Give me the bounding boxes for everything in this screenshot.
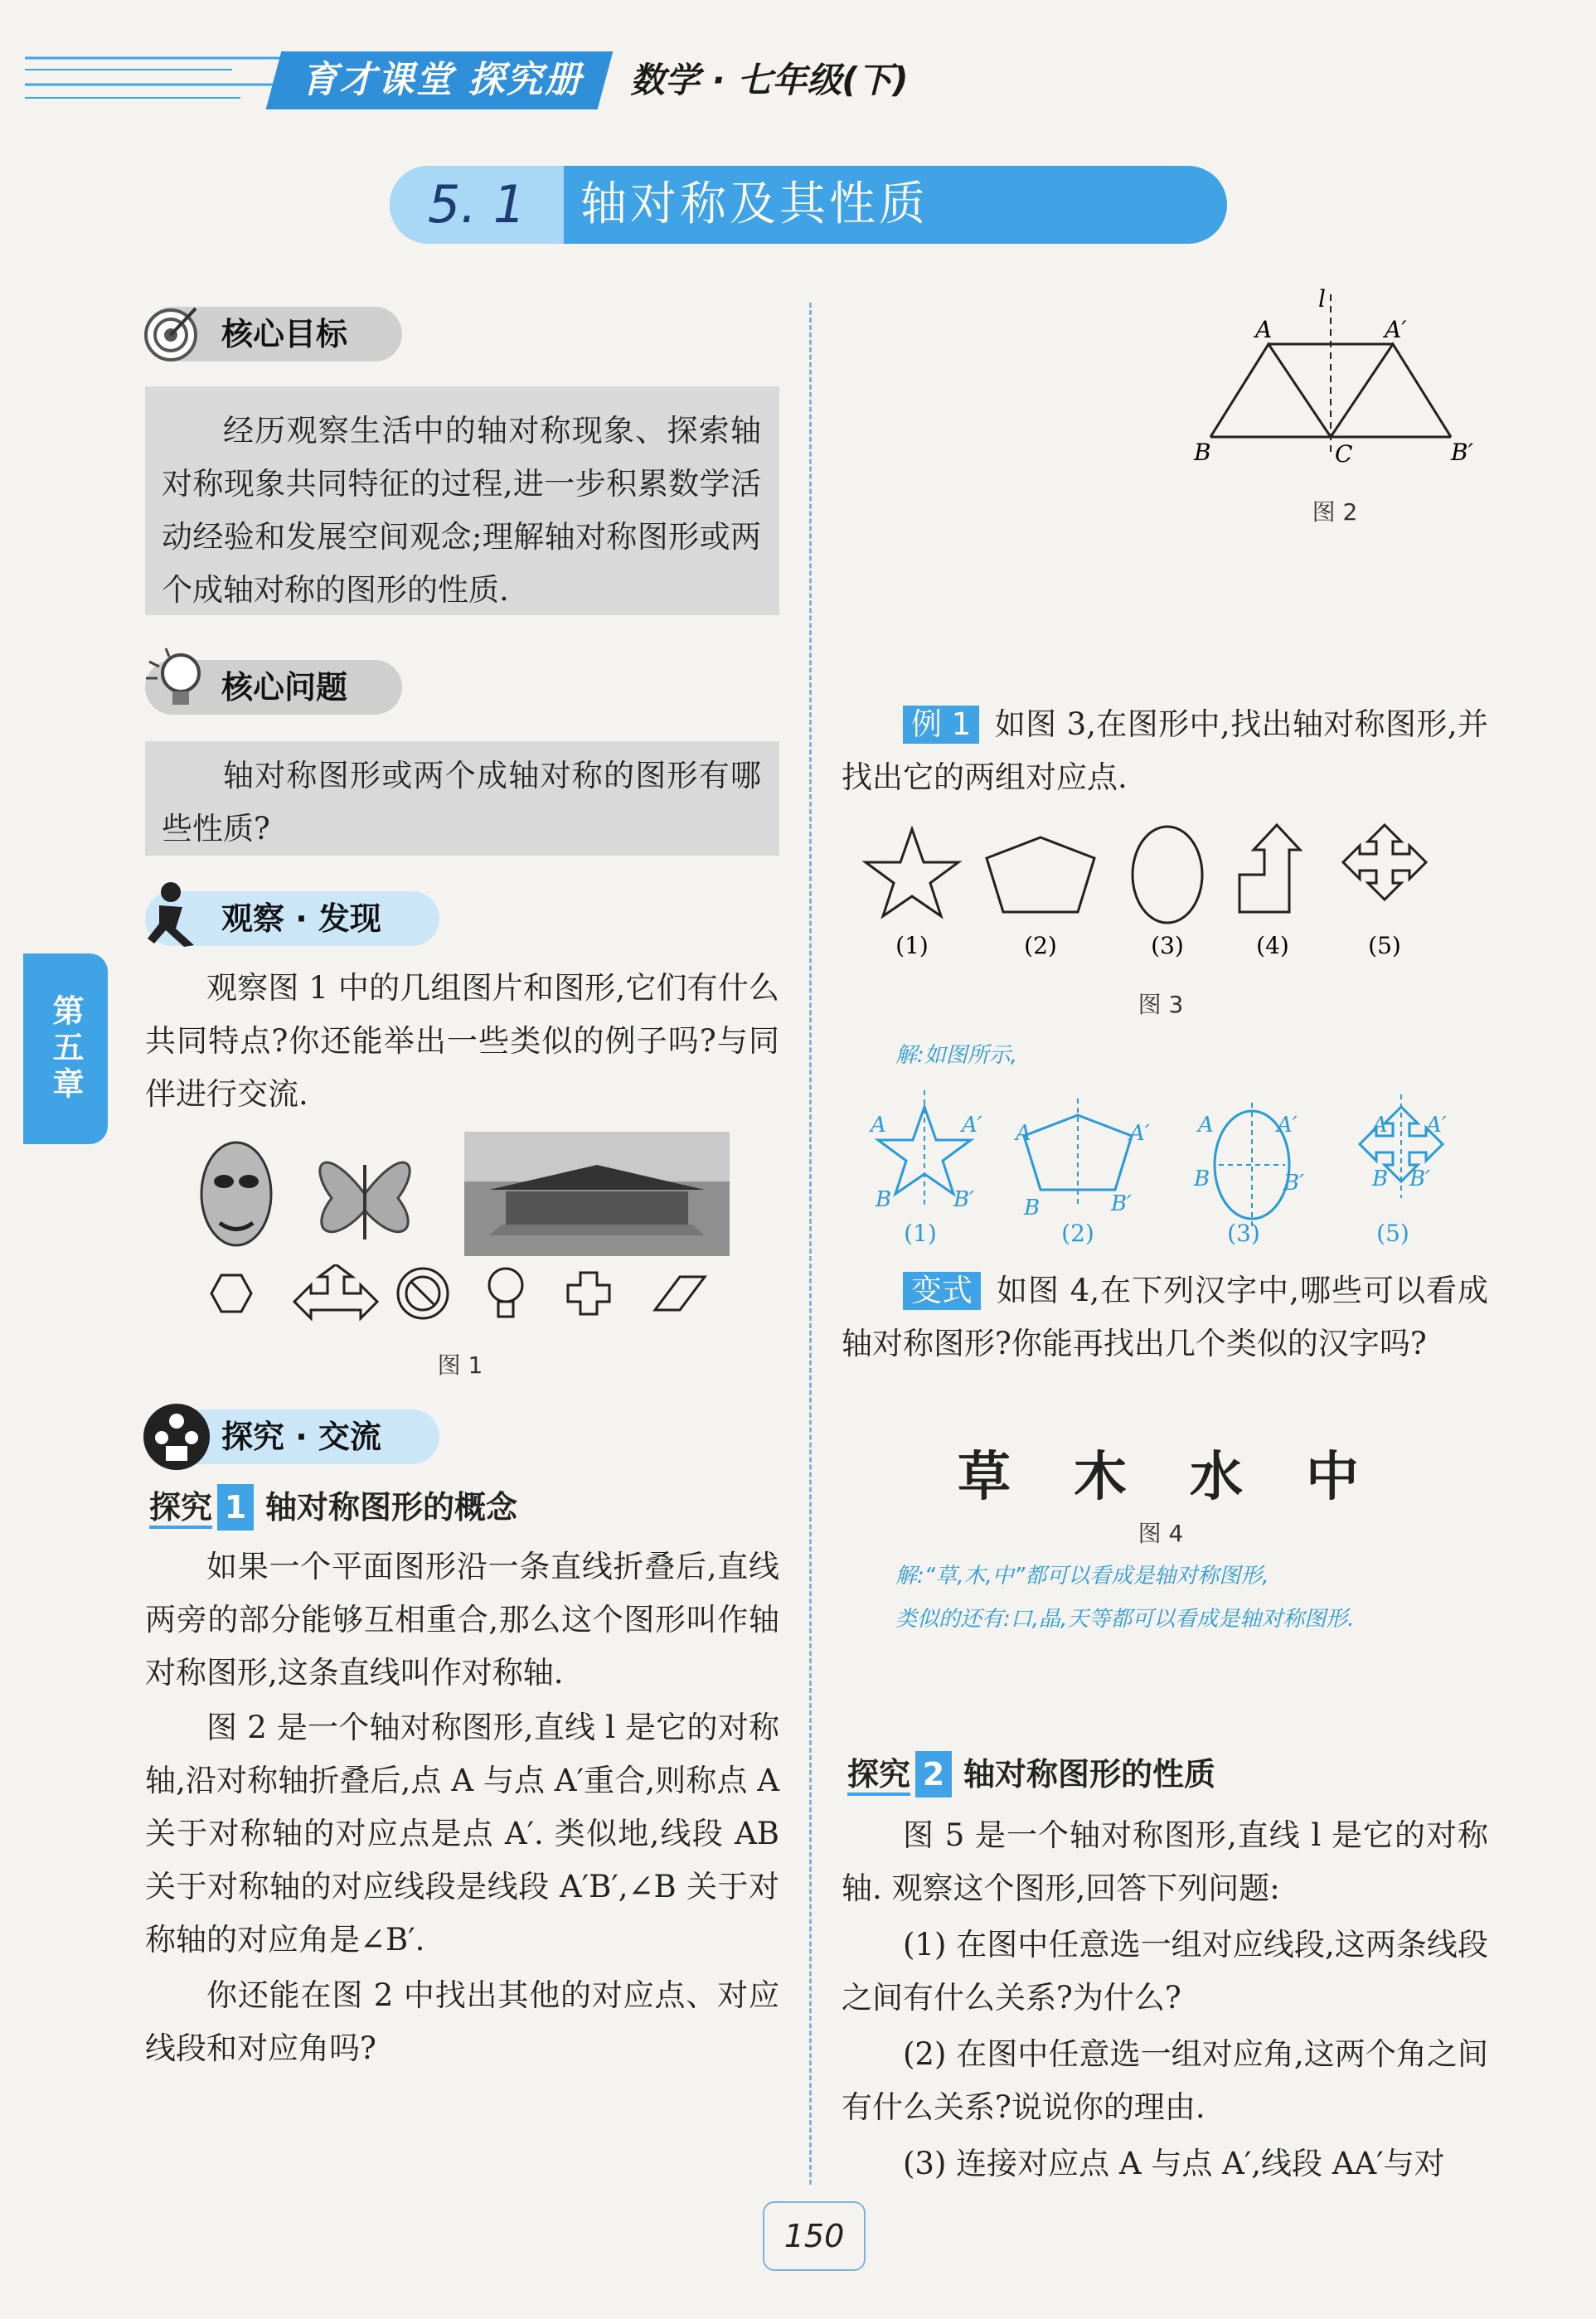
core-goal-text: 经历观察生活中的轴对称现象、探索轴对称现象共同特征的过程,进一步积累数学活动经验和发展空间观念;理解轴对称图形或两个成轴对称的图形的性质. xyxy=(145,386,779,615)
ans5-B2: B′ xyxy=(1409,1167,1431,1191)
variant-char-4: 中 xyxy=(1306,1447,1359,1508)
ans5-A2: A′ xyxy=(1426,1113,1447,1138)
figure1-shapes xyxy=(203,1264,717,1322)
ans1-B: B xyxy=(876,1187,892,1212)
core-question-text: 轴对称图形或两个成轴对称的图形有哪些性质? xyxy=(145,741,779,856)
explore1-figure2-description: 图 2 是一个轴对称图形,直线 l 是它的对称轴,沿对称轴折叠后,点 A 与点 A′重合,则称点 A 关于对称轴的对应点是点 A′. 类似地,线段 AB 关于对称轴的对应线段是线段 A′B′,∠B 关于对称轴的对应角是∠B′. xyxy=(145,1710,779,1958)
example1-label: 例 1 xyxy=(903,706,979,744)
fig3-item-5: (5) xyxy=(1368,932,1401,959)
header-decorative-lines xyxy=(25,51,282,109)
ans3-B2: B′ xyxy=(1283,1171,1305,1196)
explore2-title: 轴对称图形的性质 xyxy=(963,1756,1216,1793)
explore1-number: 1 xyxy=(217,1484,254,1531)
variant-text xyxy=(842,1264,1488,1371)
ans-item-1: (1) xyxy=(904,1220,937,1247)
header-subject: 数学 · 七年级(下) xyxy=(630,60,909,100)
pentagon-shape xyxy=(987,837,1094,912)
section-title: 轴对称及其性质 xyxy=(580,177,929,231)
variant-label: 变式 xyxy=(903,1272,981,1310)
cross-shape xyxy=(568,1273,609,1314)
explore2-intro: 图 5 是一个轴对称图形,直线 l 是它的对称轴. 观察这个图形,回答下列问题: xyxy=(842,1817,1488,1906)
fig3-item-4: (4) xyxy=(1256,932,1289,959)
no-sign-shape xyxy=(398,1269,448,1318)
page-number: 150 xyxy=(763,2201,866,2271)
ans-item-3: (3) xyxy=(1227,1220,1260,1247)
column-divider xyxy=(809,303,812,2185)
explore1-heading xyxy=(149,1484,517,1531)
lightbulb-icon xyxy=(141,645,212,716)
variant-char-3: 水 xyxy=(1190,1447,1243,1508)
ans3-A: A xyxy=(1198,1113,1214,1138)
explore1-title: 轴对称图形的概念 xyxy=(265,1489,518,1526)
core-goal-tag: 核心目标 xyxy=(145,307,402,361)
explore2-question1: (1) 在图中任意选一组对应线段,这两条线段之间有什么关系?为什么? xyxy=(842,1927,1488,2016)
example1-question: 如图 3,在图形中,找出轴对称图形,并找出它的两组对应点. xyxy=(842,706,1488,795)
variant-answer-line2: 类似的还有:口,晶,天等都可以看成是轴对称图形. xyxy=(895,1607,1355,1632)
fig2-label-A2: A′ xyxy=(1385,316,1407,343)
figure1-photos xyxy=(191,1132,730,1256)
header-banner-text: 育才课堂 探究册 xyxy=(301,59,583,101)
opera-mask-image xyxy=(201,1143,271,1245)
figure3-shapes xyxy=(854,817,1467,966)
fig2-label-B: B xyxy=(1194,439,1211,466)
observe-text: 观察图 1 中的几组图片和图形,它们有什么共同特点?你还能举出一些类似的例子吗?与同伴进行交流. xyxy=(145,970,779,1112)
variant-question: 如图 4,在下列汉字中,哪些可以看成轴对称图形?你能再找出几个类似的汉字吗? xyxy=(842,1273,1488,1361)
explore2-question2: (2) 在图中任意选一组对应角,这两个角之间有什么关系?说说你的理由. xyxy=(842,2036,1488,2125)
ans2-A2: A′ xyxy=(1129,1121,1150,1146)
ans5-A: A xyxy=(1372,1113,1388,1138)
explore2-question3: (3) 连接对应点 A 与点 A′,线段 AA′与对 xyxy=(903,2146,1445,2181)
variant-answer-line1: 解:“草,木,中”都可以看成是轴对称图形, xyxy=(895,1564,1269,1589)
ans-item-2: (2) xyxy=(1061,1220,1094,1247)
palace-photo-image xyxy=(464,1132,730,1256)
ans2-A: A xyxy=(1016,1121,1031,1146)
observer-icon xyxy=(143,879,209,948)
ans5-B: B xyxy=(1372,1167,1389,1191)
fig3-item-1: (1) xyxy=(895,932,929,959)
variant-char-2: 木 xyxy=(1074,1447,1127,1508)
four-arrow-shape xyxy=(1343,825,1426,900)
explore2-word: 探究 xyxy=(847,1756,910,1796)
ans1-B2: B′ xyxy=(953,1187,975,1212)
example1-text xyxy=(842,698,1488,804)
section-number: 5. 1 xyxy=(427,174,526,235)
fig2-label-B2: B′ xyxy=(1451,439,1473,466)
variant-char-1: 草 xyxy=(958,1447,1011,1508)
explore1-definition: 如果一个平面图形沿一条直线折叠后,直线两旁的部分能够互相重合,那么这个图形叫作轴对称图形,这条直线叫作对称轴. xyxy=(145,1549,779,1691)
target-icon xyxy=(141,303,201,363)
fig2-label-A: A xyxy=(1255,316,1273,343)
parallelogram-shape xyxy=(655,1277,705,1310)
figure4-caption: 图 4 xyxy=(1138,1520,1184,1547)
figure1-caption: 图 1 xyxy=(437,1351,483,1379)
observe-tag: 观察 · 发现 xyxy=(145,891,439,946)
ans1-A2: A′ xyxy=(962,1113,982,1138)
hexagon-shape xyxy=(211,1275,251,1312)
explore1-question: 你还能在图 2 中找出其他的对应点、对应线段和对应角吗? xyxy=(145,1977,779,2066)
ans3-B: B xyxy=(1194,1167,1210,1191)
chapter-side-tab: 第五章 xyxy=(23,953,108,1144)
fig2-label-l: l xyxy=(1318,286,1326,313)
fig3-item-3: (3) xyxy=(1151,932,1184,959)
fig2-label-C: C xyxy=(1335,440,1353,468)
star-shape xyxy=(866,829,958,916)
butterfly-papercut-image xyxy=(320,1162,410,1240)
explore2-heading xyxy=(847,1751,1215,1797)
fig3-item-2: (2) xyxy=(1024,932,1057,959)
ans-item-5: (5) xyxy=(1376,1220,1409,1247)
ans3-A2: A′ xyxy=(1277,1113,1298,1138)
ans2-B: B xyxy=(1024,1196,1041,1220)
arrow-shape xyxy=(294,1264,377,1318)
ans2-B2: B′ xyxy=(1111,1191,1133,1216)
group-icon xyxy=(141,1401,212,1472)
lightbulb-shape xyxy=(489,1269,522,1317)
explore2-number: 2 xyxy=(915,1751,952,1797)
figure2-diagram xyxy=(1186,286,1492,477)
core-question-tag: 核心问题 xyxy=(145,660,402,715)
figure2-caption: 图 2 xyxy=(1312,498,1358,526)
example1-answer-figure xyxy=(862,1082,1476,1256)
explore-tag: 探究 · 交流 xyxy=(145,1409,439,1464)
explore1-word: 探究 xyxy=(149,1489,212,1529)
figure3-caption: 图 3 xyxy=(1138,991,1184,1018)
ans1-A: A xyxy=(871,1113,886,1138)
arrow-l-shape xyxy=(1239,825,1300,912)
ellipse-shape xyxy=(1133,827,1202,923)
example1-answer-head: 解:如图所示, xyxy=(895,1043,1018,1068)
